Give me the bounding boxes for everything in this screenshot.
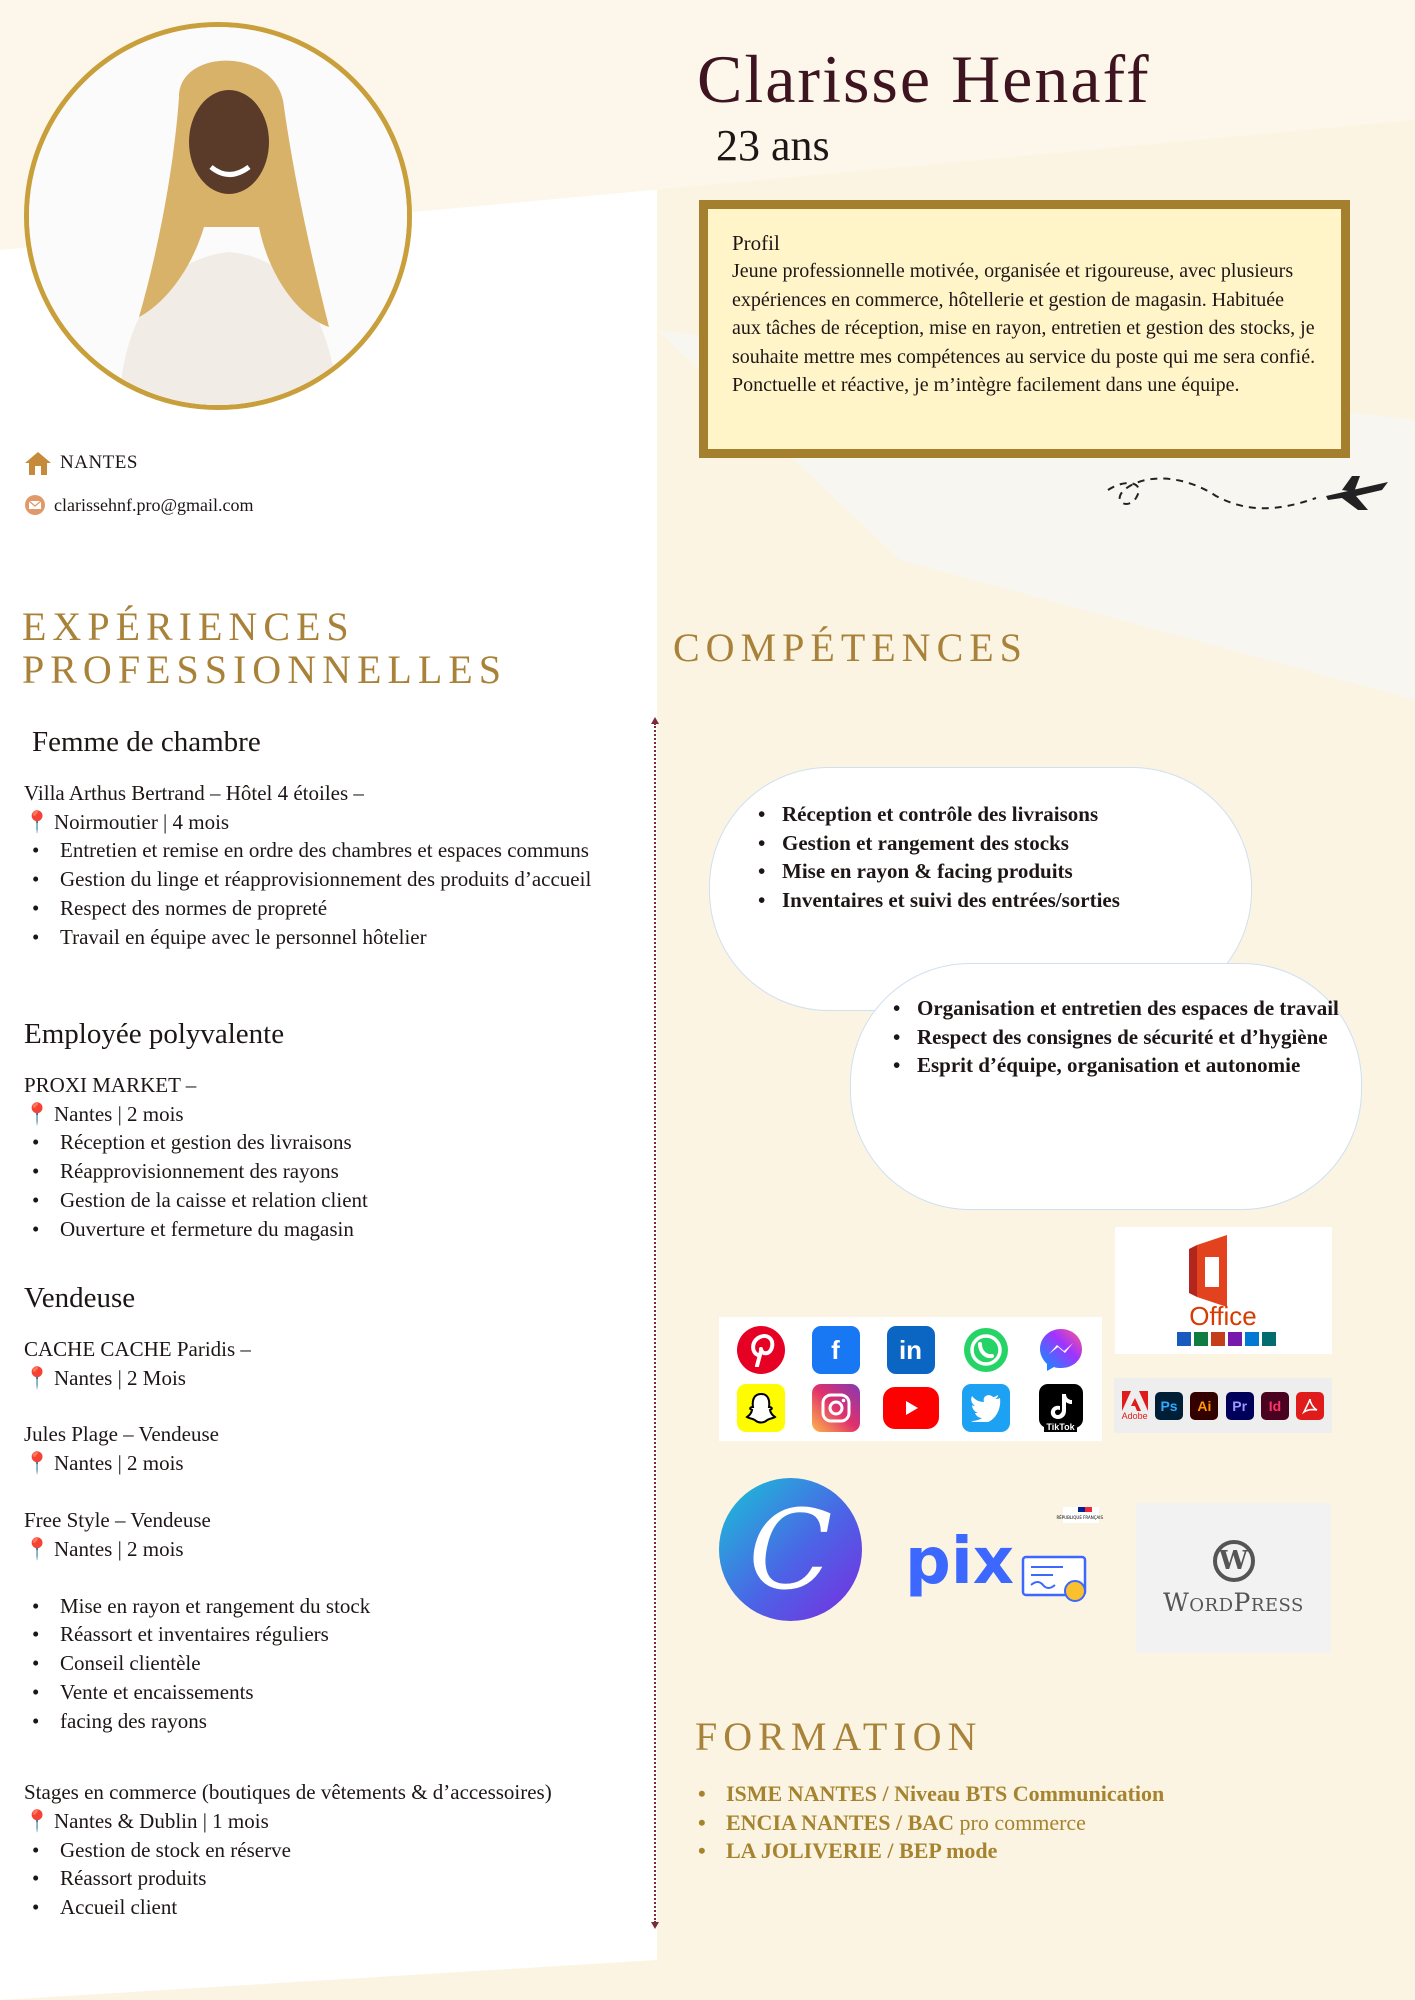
- tiktok-label: TikTok: [1046, 1422, 1075, 1432]
- office-icon: [1115, 1227, 1332, 1354]
- job-title: Femme de chambre: [32, 726, 261, 758]
- contact-city: [24, 450, 138, 476]
- instagram-icon: [812, 1384, 860, 1432]
- job-location: [24, 808, 644, 837]
- profile-photo: [24, 22, 412, 410]
- list-item: [698, 1837, 1164, 1866]
- list-item: [698, 1780, 1164, 1809]
- job-location-text: Noirmoutier | 4 mois: [54, 809, 230, 834]
- degree-suffix: pro commerce: [954, 1809, 1086, 1835]
- profile-title: Profil: [732, 231, 780, 255]
- messenger-icon: [1037, 1326, 1085, 1374]
- job-employer: CACHE CACHE Paridis –: [24, 1336, 251, 1361]
- list-item: • Réapprovisionnement des rayons: [24, 1157, 644, 1186]
- pin-icon: 📍: [24, 1365, 51, 1390]
- school: ISME NANTES: [726, 1781, 877, 1806]
- youtube-icon: [883, 1387, 939, 1429]
- home-icon: [24, 450, 52, 476]
- job-location: [24, 1100, 644, 1129]
- facebook-icon: f: [812, 1326, 860, 1374]
- job-location-text: Nantes | 2 mois: [54, 1101, 184, 1126]
- task-list: [24, 1836, 644, 1922]
- job-title: Employée polyvalente: [24, 1018, 285, 1050]
- list-item: • Vente et encaissements: [24, 1678, 644, 1707]
- separator: /: [881, 1838, 900, 1864]
- experience-stages: [24, 1778, 644, 1922]
- job-location-text: Nantes | 2 mois: [54, 1536, 184, 1561]
- job-employer: PROXI MARKET –: [24, 1072, 197, 1097]
- premiere-icon: Pr: [1226, 1392, 1254, 1420]
- wordpress-label: WordPress: [1163, 1587, 1304, 1617]
- degree: BEP mode: [899, 1838, 998, 1864]
- portrait-illustration: [29, 27, 407, 405]
- competences-list: [883, 994, 1341, 1080]
- job-location-text: Nantes | 2 mois: [54, 1451, 184, 1476]
- job-employer: Villa Arthus Bertrand – Hôtel 4 étoiles –: [24, 780, 364, 805]
- school: LA JOLIVERIE: [726, 1838, 882, 1864]
- pix-icon: [903, 1505, 1103, 1615]
- indesign-icon: Id: [1261, 1392, 1289, 1420]
- list-item: • Entretien et remise en ordre des chambres et espaces communs: [24, 836, 644, 865]
- job-location: [24, 1535, 644, 1564]
- candidate-age: 23 ans: [716, 121, 830, 170]
- svg-text:pix: pix: [905, 1525, 1015, 1599]
- list-item: • Accueil client: [24, 1893, 644, 1922]
- contact-email: [24, 494, 254, 516]
- timeline-divider: [654, 723, 656, 1923]
- pin-icon: 📍: [24, 1451, 51, 1476]
- linkedin-icon: in: [887, 1326, 935, 1374]
- snapchat-icon: [737, 1384, 785, 1432]
- list-item: • Réassort et inventaires réguliers: [24, 1620, 644, 1649]
- adobe-logos: [1114, 1378, 1332, 1433]
- experience-femme-de-chambre: [24, 728, 644, 952]
- task-list: [24, 1128, 644, 1243]
- profile-box: [699, 200, 1350, 458]
- list-item: • Organisation et entretien des espaces de travail: [883, 994, 1341, 1023]
- job-location: [24, 1449, 644, 1478]
- degree: Niveau BTS Communication: [894, 1781, 1165, 1806]
- adobe-label: Adobe: [1121, 1410, 1148, 1421]
- list-item: • Ouverture et fermeture du magasin: [24, 1215, 644, 1244]
- list-item: • Respect des normes de propreté: [24, 894, 644, 923]
- job-location-text: Nantes & Dublin | 1 mois: [54, 1808, 269, 1833]
- school: ENCIA NANTES: [726, 1809, 891, 1835]
- degree: BAC: [907, 1809, 955, 1835]
- illustrator-icon: Ai: [1190, 1392, 1218, 1420]
- formation-heading: FORMATION: [695, 1714, 983, 1759]
- formation-list: [698, 1780, 1164, 1866]
- list-item: • facing des rayons: [24, 1707, 644, 1736]
- list-item: • Gestion de la caisse et relation client: [24, 1186, 644, 1215]
- list-item: • Gestion et rangement des stocks: [748, 829, 1231, 858]
- list-item: • Réassort produits: [24, 1864, 644, 1893]
- profile-text: Jeune professionnelle motivée, organisée et rigoureuse, avec plusieurs expériences en commerce, hôtellerie et gestion de magasin. Habituée aux tâches de réception, mise en rayon, entretien et gestion des stocks, je souhaite mettre mes compétences au service du poste qui me sera confié. Ponctuelle et réactive, je m’intègre facilement dans une équipe.: [732, 260, 1316, 397]
- pix-logo: [903, 1505, 1103, 1615]
- job-location: [24, 1364, 644, 1393]
- list-item: • Inventaires et suivi des entrées/sorties: [748, 886, 1231, 915]
- svg-text:Office: Office: [1189, 1301, 1257, 1331]
- list-item: • Gestion de stock en réserve: [24, 1836, 644, 1865]
- pinterest-icon: [737, 1326, 785, 1374]
- job-title: Vendeuse: [24, 1282, 136, 1314]
- list-item: • Mise en rayon & facing produits: [748, 857, 1231, 886]
- competences-list: [748, 800, 1231, 914]
- separator: /: [890, 1809, 908, 1835]
- job-location-text: Nantes | 2 Mois: [54, 1365, 186, 1390]
- twitter-icon: [962, 1384, 1010, 1432]
- email-link[interactable]: clarissehnf.pro@gmail.com: [54, 494, 254, 515]
- job-location: [24, 1807, 644, 1836]
- candidate-name: Clarisse Henaff: [697, 41, 1151, 117]
- email-icon: [24, 494, 46, 516]
- office-logo: [1115, 1227, 1332, 1354]
- list-item: • Respect des consignes de sécurité et d’hygiène: [883, 1023, 1341, 1052]
- pin-icon: 📍: [24, 1536, 51, 1561]
- job-employer: Stages en commerce (boutiques de vêtements & d’accessoires): [24, 1780, 552, 1804]
- adobe-a-icon: [1122, 1391, 1148, 1411]
- city-label: NANTES: [60, 452, 138, 473]
- competences-bubble-2: [850, 963, 1362, 1210]
- list-item: • Travail en équipe avec le personnel hôtelier: [24, 923, 644, 952]
- competences-heading: COMPÉTENCES: [673, 625, 1028, 670]
- pin-icon: 📍: [24, 809, 51, 834]
- list-item: • Gestion du linge et réapprovisionnement des produits d’accueil: [24, 865, 644, 894]
- list-item: [698, 1809, 1164, 1838]
- list-item: • Réception et gestion des livraisons: [24, 1128, 644, 1157]
- airplane-icon: [1106, 468, 1390, 528]
- list-item: • Mise en rayon et rangement du stock: [24, 1592, 644, 1621]
- experiences-heading-text: EXPÉRIENCES PROFESSIONNELLES: [22, 604, 507, 692]
- list-item: • Conseil clientèle: [24, 1649, 644, 1678]
- job-employer: Jules Plage – Vendeuse: [24, 1422, 219, 1447]
- adobe-icon: [1122, 1391, 1148, 1421]
- experience-vendeuse: [24, 1284, 644, 1736]
- pin-icon: 📍: [24, 1808, 51, 1833]
- canva-logo: C: [719, 1478, 862, 1621]
- list-item: • Réception et contrôle des livraisons: [748, 800, 1231, 829]
- list-item: • Esprit d’équipe, organisation et autonomie: [883, 1051, 1341, 1080]
- task-list: [24, 1592, 644, 1736]
- job-employer: Free Style – Vendeuse: [24, 1507, 211, 1532]
- experiences-heading: [22, 605, 542, 691]
- task-list: [24, 836, 644, 951]
- svg-text:RÉPUBLIQUE FRANÇAISE: RÉPUBLIQUE FRANÇAISE: [1056, 1515, 1103, 1520]
- photoshop-icon: Ps: [1155, 1392, 1183, 1420]
- social-media-logos: [719, 1317, 1102, 1441]
- whatsapp-icon: [962, 1326, 1010, 1374]
- wordpress-icon: W: [1213, 1540, 1255, 1582]
- experience-employee-polyvalente: [24, 1020, 644, 1244]
- tiktok-logo: [1039, 1384, 1083, 1432]
- separator: /: [876, 1781, 895, 1806]
- pin-icon: 📍: [24, 1101, 51, 1126]
- wordpress-logo: [1136, 1503, 1331, 1653]
- acrobat-icon: [1296, 1392, 1324, 1420]
